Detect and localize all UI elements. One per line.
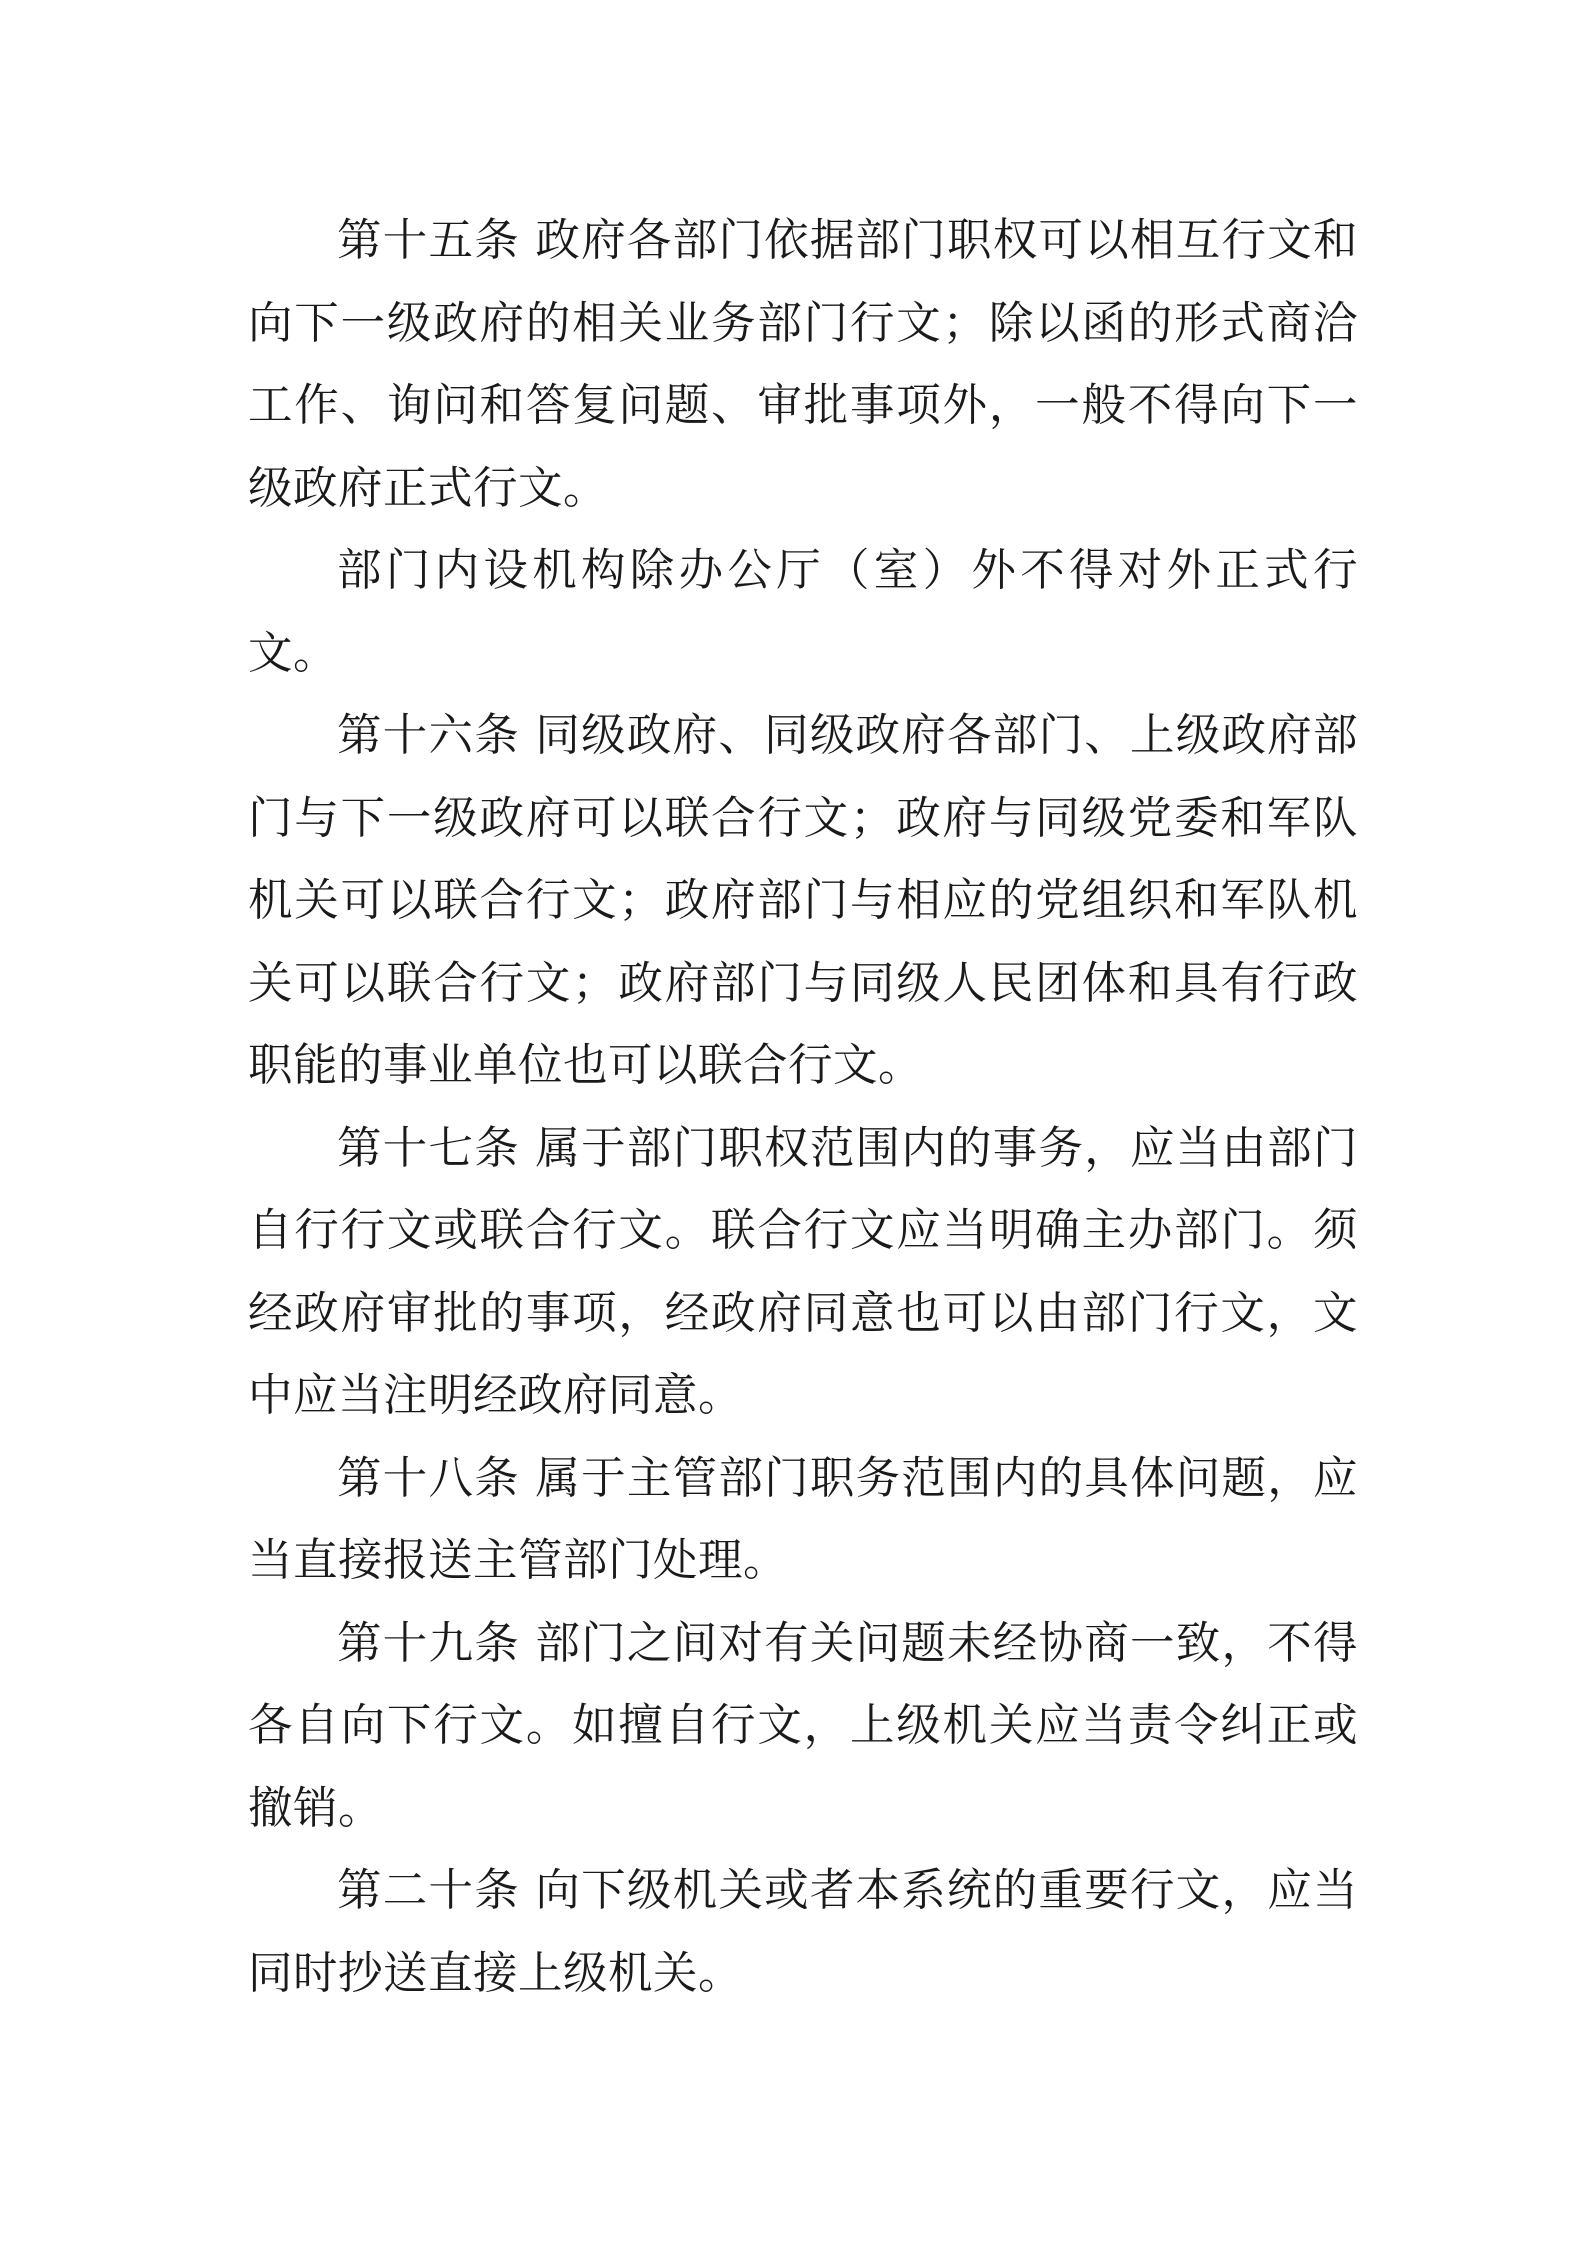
paragraph-article-15: 第十五条 政府各部门依据部门职权可以相互行文和向下一级政府的相关业务部门行文；除以函的形式商洽工作、询问和答复问题、审批事项外，一般不得向下一级政府正式行文。 [248, 215, 1358, 514]
paragraph-article-18: 第十八条 属于主管部门职务范围内的具体问题，应当直接报送主管部门处理。 [248, 1452, 1358, 1586]
paragraph-internal-units: 部门内设机构除办公厅（室）外不得对外正式行文。 [248, 545, 1358, 679]
paragraph-article-20: 第二十条 向下级机关或者本系统的重要行文，应当同时抄送直接上级机关。 [248, 1865, 1358, 1999]
document-body [248, 200, 1358, 2015]
paragraph-article-17: 第十七条 属于部门职权范围内的事务，应当由部门自行行文或联合行文。联合行文应当明确主办部门。须经政府审批的事项，经政府同意也可以由部门行文，文中应当注明经政府同意。 [248, 1122, 1358, 1421]
paragraph-article-16: 第十六条 同级政府、同级政府各部门、上级政府部门与下一级政府可以联合行文；政府与同级党委和军队机关可以联合行文；政府部门与相应的党组织和军队机关可以联合行文；政府部门与同级人民团体和具有行政职能的事业单位也可以联合行文。 [248, 710, 1358, 1091]
paragraph-article-19: 第十九条 部门之间对有关问题未经协商一致，不得各自向下行文。如擅自行文，上级机关应当责令纠正或撤销。 [248, 1617, 1358, 1834]
